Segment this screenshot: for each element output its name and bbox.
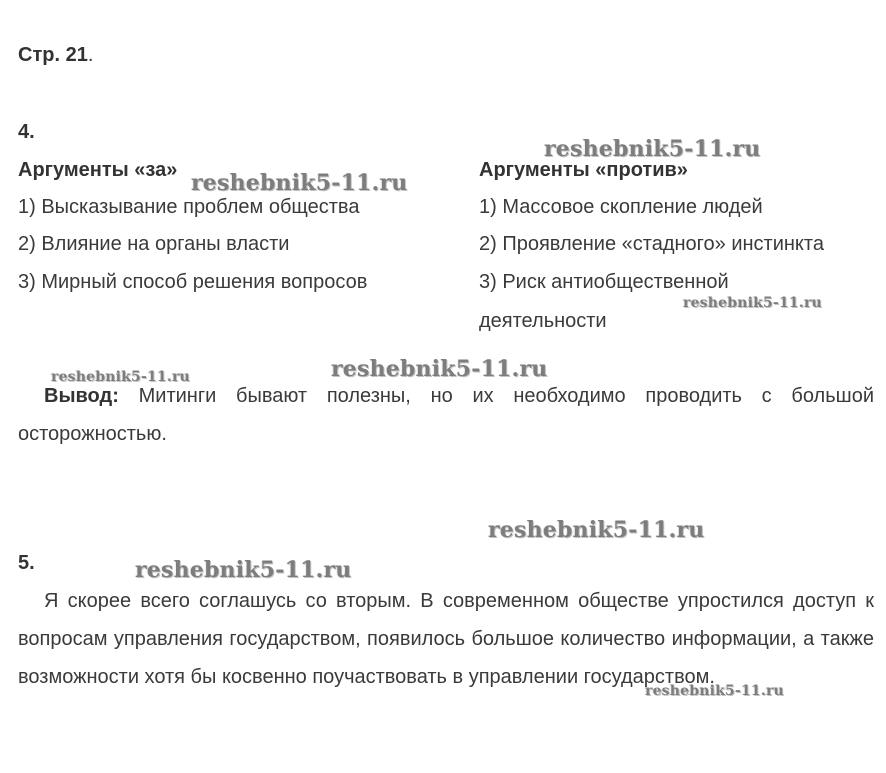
watermark: reshebnik5-11.ru	[331, 356, 548, 382]
watermark: reshebnik5-11.ru	[51, 369, 190, 385]
conclusion-paragraph	[18, 377, 874, 453]
task5-paragraph: Я скорее всего соглашусь со вторым. В современном обществе упростился доступ к вопросам управления государством, появилось большое количество информации, а также возможности хотя бы косвенно поучаствовать в управлении государством.	[18, 590, 874, 688]
watermark: reshebnik5-11.ru	[488, 517, 705, 543]
conclusion-label: Вывод:	[44, 385, 119, 407]
pro-heading: Аргументы «за»	[18, 159, 178, 181]
page-label-text: Стр. 21	[18, 44, 88, 66]
watermark: reshebnik5-11.ru	[544, 136, 761, 162]
con-item: деятельности	[479, 310, 607, 332]
watermark: reshebnik5-11.ru	[645, 683, 784, 699]
con-item: 1) Массовое скопление людей	[479, 196, 763, 218]
conclusion-text: Митинги бывают полезны, но их необходимо проводить с большой осторожностью.	[18, 385, 874, 445]
pro-item: 3) Мирный способ решения вопросов	[18, 271, 368, 293]
con-heading: Аргументы «против»	[479, 159, 688, 181]
watermark: reshebnik5-11.ru	[191, 170, 408, 196]
pro-item: 1) Высказывание проблем общества	[18, 196, 360, 218]
watermark: reshebnik5-11.ru	[683, 295, 822, 311]
con-item: 2) Проявление «стадного» инстинкта	[479, 233, 824, 255]
task5-number: 5.	[18, 552, 35, 574]
task4-number: 4.	[18, 121, 35, 143]
page-label	[18, 43, 93, 67]
page-label-dot: .	[87, 44, 94, 66]
watermark: reshebnik5-11.ru	[135, 557, 352, 583]
con-item: 3) Риск антиобщественной	[479, 271, 729, 293]
pro-item: 2) Влияние на органы власти	[18, 233, 290, 255]
